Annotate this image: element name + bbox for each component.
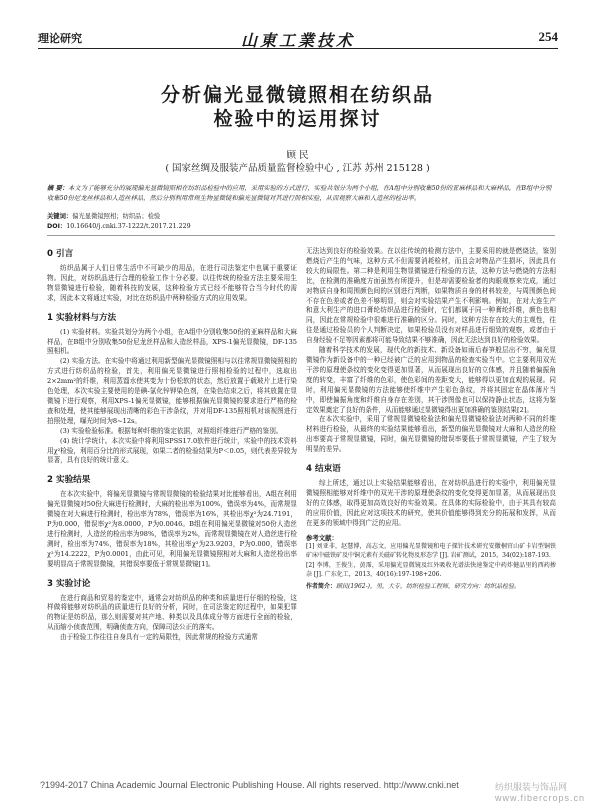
watermark-line-1: 纺织服装与饰品网	[494, 782, 567, 792]
doi-text: 10.16640/j.cnki.37-1222/t.2017.21.229	[66, 223, 191, 230]
paragraph: (1) 实验材料。实验共划分为两个小组，在A组中分别收集50份的亚麻样品和大麻样品，在B组中分别收集50份尼龙丝样品和人造丝样品，XPS-1偏光显微镜，DF-135照相机。	[47, 327, 297, 356]
title-line-2: 检验中的运用探讨	[213, 108, 382, 130]
paragraph: 在本次实验中，采用了常规显微镜检验法和偏光显微镜检验法对两种不同的纤维材料进行检验，从最终的实验结果能够看出，新型的偏光显微镜对大麻和人造丝的检出率要高于常规显微镜，同时，偏光显微镜的错误率要低于常规显微镜，产生了较为明显的差异。	[306, 415, 556, 454]
watermark-line-2: www.fibercrops.cn	[494, 793, 585, 803]
paragraph: 在本次实验中，将偏光显微镜与常规显微镜的检验结果对比能够看出，A组在利用偏光显微镜对50份大麻进行检测时，大麻的检出率为100%，错误率为4%，而常规显微镜在对大麻进行检测时，检出率为78%，错误率为16%，其检出率χ²为24.7191，P为0.000，错误率χ²为8.0000，P为0.0046。B组在利用偏光显微镜对50份人造丝进行检测时，人造丝的检出率为98%，错误率为2%，而常规显微镜在对人造丝进行检测时，检出率为74%，错误率为18%，其检出率χ²为23.9203，P为0.000，错误率χ²为14.2222，P为0.0001，由此可见，利用偏光显微镜照相对大麻和人造丝检出率要明显高于常规显微镜，其错误率要低于常规显微镜[1]。	[47, 490, 297, 568]
section-heading-results: 2 实验结果	[47, 475, 91, 486]
keywords-text: 偏光显微镜照相；纺织品；检验	[72, 213, 161, 220]
paragraph: 纺织品属于人们日常生活中不可缺少的用品，在进行司法鉴定中也属于重要证物。因此，对纺织品进行合理的检验工作十分必要。以往传统的检验方法主要采用生物显微镜进行检验，随着科技的发展，这种检验方式已经不能够符合当今时代的需求，因此本文将通过实验，对比在纺织品中两种检验方式的应用效果。	[47, 264, 297, 302]
paragraph: 随着科学技术的发展，现代化的新技术、新设备如雨后春笋般层出不穷，偏光显微镜作为新设备中的一种已经被广泛的应用到物品的检查实验当中。它主要利用双光干涉的原理使条纹的变化变得更加显著，从而展现出良好的立体感，并且随着偏振角度的转变，丰富了纤维的色彩，使色彩间的差距变大，能够得以更加直观的展现。同时，利用偏光显微镜的方法能够使纤维中产生彩色条纹，并将其固定在晶体薄片当中，即使偏振角度和纤维自身存在差别，其干涉图像也可以保持静止状态，这将为鉴定效果奠定了良好的条件，从而能够通过显微镜得出更加准确的鉴别结果[2]。	[306, 346, 556, 414]
title-line-1: 分析偏光显微镜照相在纺织品	[160, 84, 434, 106]
keywords-label: 关键词：	[47, 213, 73, 220]
author-bio-text: 顾民(1962-)，男，大专，纺织检验工程师，研究方向：纺织品检验。	[336, 582, 520, 590]
references	[306, 533, 556, 579]
running-header	[38, 29, 558, 50]
journal-name: 山東工業技术	[240, 31, 355, 50]
page-number: 254	[538, 29, 558, 44]
paragraph: (3) 实验检验标准。根据每种纤维的鉴定依据，对照组纤维进行严格的鉴别。	[60, 426, 283, 435]
left-column	[47, 247, 297, 643]
section-heading-discussion: 3 实验讨论	[47, 578, 91, 589]
section-heading-materials-methods: 1 实验材料与方法	[47, 312, 117, 323]
abstract-text: 本文为了能够充分的展现偏光显微镜照相在纺织品检验中的应用，采用实验的方式进行，实验共划分为两个小组，在A组中分别收集50份的亚麻样品和大麻样品，在B组中分别收集50份尼龙丝样品和人造丝样品，然后分别利用常规生物显微镜和偏光显微镜对其进行照相实验，从而观察大麻和人造丝的检出率。	[47, 185, 552, 202]
author-bio-label: 作者简介：	[306, 582, 337, 590]
reference-item: [1] 刘亚非，赵慧博，高志文，应用偏光显微镜和电子探针技术研究安徽桐官山矿卡岩型铜铁矿床中磁铁矿及中铜元素有关磁矿转化物及形态学 [J]. 岩矿测试，2015，34(02):187-193.	[306, 542, 556, 559]
author-affiliation: ( 国家丝绸及服装产品质量监督检验中心 , 江苏 苏州 215128 )	[165, 163, 430, 174]
section-heading-conclusion: 4 结束语	[306, 464, 341, 475]
paragraph: (4) 统计学统计。本次实验中将利用SPSS17.0软件进行统计，实验中的技术资料用χ²检验，利用百分比的形式展现，如果二者的检验结果为P＜0.05，则代表差异较为显著，具有良好的统计意义。	[47, 436, 297, 465]
paragraph: 无法达到良好的检验效果。在以往传统的检测方法中，主要采用的就是燃烧法，鉴别燃烧后产生的气味，这种方式不但需要消耗检材，而且会对物品产生损坏，因此具有较大的局限性。第二种是利用生物显微镜进行检验的方法，这种方法与燃烧的方法相比，在检测的准确度方面虽然有所提升，但是却需要检验者的肉眼观察来完成，通过对物质自身和周围颜色间的区别进行判断，如果物质自身的材料较差，与周围颜色间不存在色差或者色差不够明显，则会对实验结果产生不利影响。例如，在对大连生产和意大利生产的进口膏纶纺织品进行检验时，它们都属于同一种膏纶纤维，颜色也相同，因此在常规检验中很难进行准确的区分。同时，这种方法存在较大的主观性，往往是通过检验员的个人判断决定，如果检验员没有对样品进行细致的观察，或者由于自身经验不足等因素都将可能导致结果不够准确，因此无法达到良好的检验效果。	[306, 247, 556, 345]
right-column	[306, 247, 556, 591]
keywords-block	[47, 212, 555, 222]
doi-block	[47, 222, 555, 232]
section-heading-intro: 0 引言	[47, 249, 74, 259]
reference-item: [2] 李博，王俊生，黄霈，采用偏光显微镜及红外吸收光谱法快速鉴定中药炸健品里的西药掺杂 [J]. 广东化工，2013，40(16):197-198+206.	[306, 561, 556, 578]
paragraph: 由于检验工作往往自身具有一定的局限性，因此常规的检验方式通常	[60, 633, 258, 642]
paragraph: 在进行商品和贸易的鉴定中，通常会对纺织品的种类和质量进行仔细的检验，这样做将能够对纺织品的质量进行良好的分析，同时，在司法鉴定的过程中，如果犯罪的物证是纺织品，那么则需要对其产地、种类以及具体成分等方面进行全面的检验，从而缩小侦查范围，明确侦查方向，保障司法公正的落实。	[47, 593, 297, 632]
abstract-divider	[47, 235, 555, 236]
section-label: 理论研究	[38, 32, 82, 45]
site-watermark	[495, 780, 585, 803]
doi-label: DOI：	[47, 223, 67, 230]
paragraph: 综上所述，通过以上实验结果能够看出，在对纺织品进行的实验中，利用偏光显微镜照相能够对纤维中的双光干涉的原理使条纹的变化变得更加显著，从而展现出良好的立体感，取得更加高效良好的实验效果。在具体的实际检验中，由于其具有较高的应用价值，因此应对这项技术的研究，使其价值能够得到充分的拓展和发挥，从而在更多的领域中得到广泛的应用。	[306, 479, 556, 527]
references-heading: 参考文献：	[306, 533, 338, 542]
author-bio	[306, 582, 556, 591]
paragraph: (2) 实验方法。在实验中将通过利用新型偏光显微镜照相与以往常规显微镜照相的方式进行纺织品的检验，首先，利用偏光显微镜进行照相检验的过程中，选取出2×2mm²的纤维，利用蒸馏水使其变为十份松软的状态，然后放置于载玻片上进行染色处理，本次实验主要使用的是碘-氯化锌钾染色剂，在染色结束之后，将其放置在显微镜下进行观察，利用XPS-1偏光显微镜，能够根据偏光显微镜的要求进行严格的检查和处理，使其能够展现出清晰的彩色干涉条纹，并对用DF-135照相机对该视图进行拍照处理，曝光时间为8~12s。	[47, 357, 297, 425]
abstract-label: 摘 要：	[47, 185, 69, 192]
abstract-block	[47, 184, 555, 203]
author-name: 顾 民	[286, 150, 309, 161]
header-rule	[38, 48, 558, 49]
copyright-footer: ?1994-2017 China Academic Journal Electronic Publishing House. All rights reserved. http://www.cnki.net	[40, 780, 459, 790]
